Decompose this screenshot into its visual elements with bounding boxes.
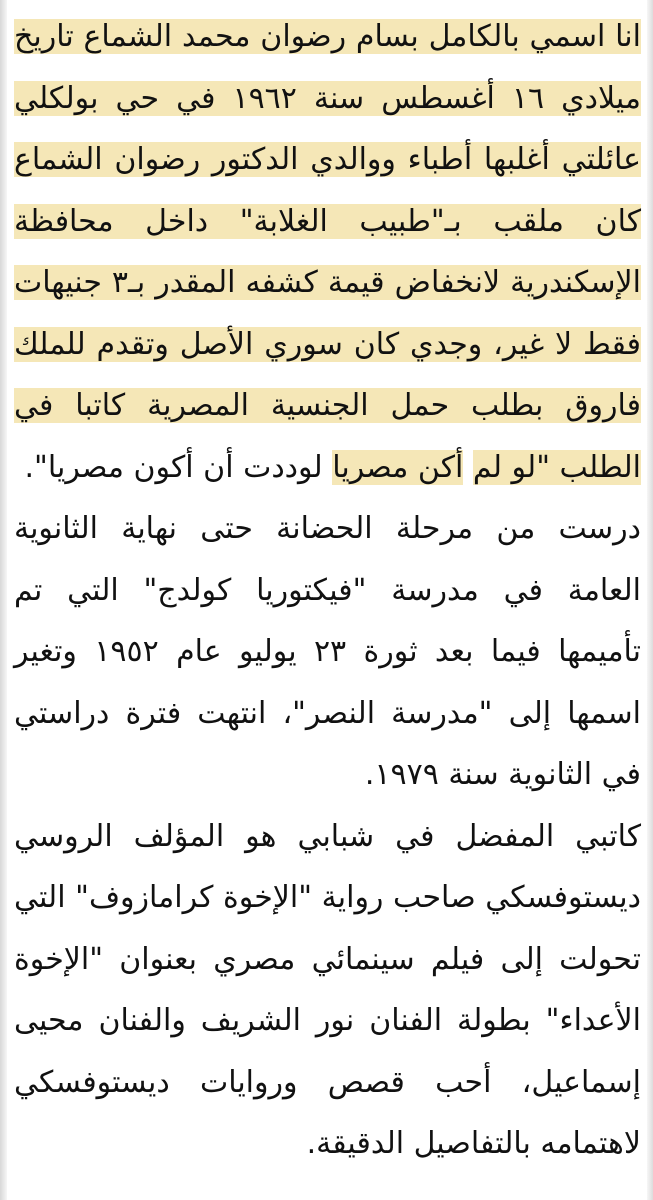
paragraph-education: درست من مرحلة الحضانة حتى نهاية الثانوية العامة في مدرسة "فيكتوريا كولدج" التي تم تأميمها فيما بعد ثورة ٢٣ يوليو عام ١٩٥٢ وتغير اسمها إلى "مدرسة النصر"، انتهت فترة دراستي في الثانوية سنة ١٩٧٩.	[14, 511, 641, 792]
paragraph-biography	[14, 6, 641, 498]
page-left-edge	[0, 0, 7, 1200]
article-text	[14, 6, 641, 1175]
paragraph-biography-end: لوددت أن أكون مصريا".	[24, 449, 323, 485]
highlighted-text-tail: أكن مصريا	[332, 449, 464, 485]
highlighted-text: انا اسمي بالكامل بسام رضوان محمد الشماع تاريخ ميلادي ١٦ أغسطس سنة ١٩٦٢ في حي بولكلي عائلتي أغلبها أطباء ووالدي الدكتور رضوان الشماع كان ملقب بـ"طبيب الغلابة" داخل محافظة الإسكندرية لانخفاض قيمة كشفه المقدر بـ٣ جنيهات فقط لا غير، وجدي كان سوري الأصل وتقدم للملك فاروق بطلب حمل الجنسية المصرية كاتبا في الطلب "لو لم	[14, 19, 642, 485]
paragraph-favorite-author: كاتبي المفضل في شبابي هو المؤلف الروسي ديستوفسكي صاحب رواية "الإخوة كرامازوف" التي تحولت إلى فيلم سينمائي مصري بعنوان "الإخوة الأعداء" بطولة الفنان نور الشريف والفنان محيى إسماعيل، أحب قصص وروايات ديستوفسكي لاهتمامه بالتفاصيل الدقيقة.	[14, 818, 641, 1161]
page-right-edge	[647, 0, 653, 1200]
